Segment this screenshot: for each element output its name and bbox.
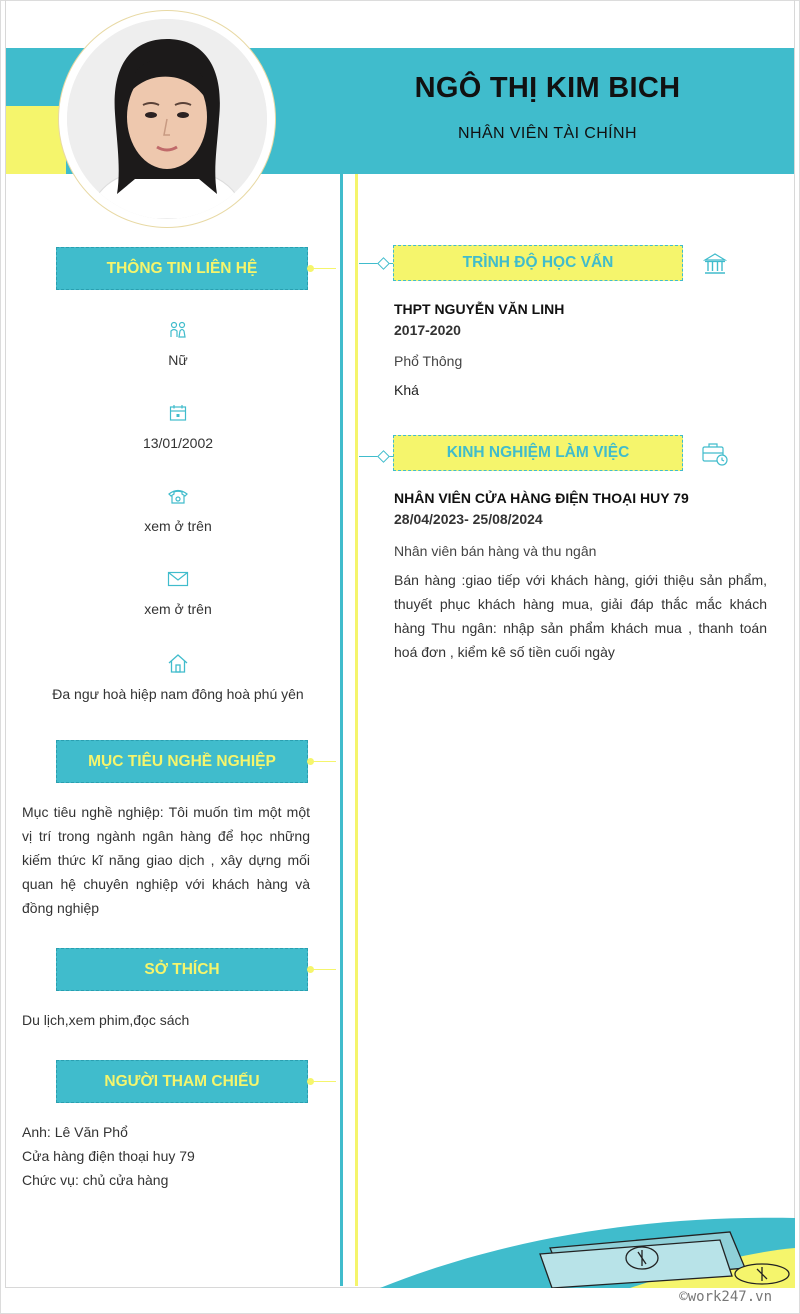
gender-icon bbox=[168, 320, 188, 340]
email-text: xem ở trên bbox=[144, 601, 212, 617]
calendar-icon bbox=[168, 403, 188, 423]
experience-role: Nhân viên bán hàng và thu ngân bbox=[394, 543, 597, 559]
hobbies-text: Du lịch,xem phim,đọc sách bbox=[22, 1012, 190, 1028]
education-school: THPT NGUYỄN VĂN LINH bbox=[394, 301, 565, 317]
email-icon bbox=[167, 569, 189, 589]
objective-text: Mục tiêu nghề nghiệp: Tôi muốn tìm một một vị trí trong ngành ngân hàng để học những kiếm thức kĩ năng giao dịch , xây dựng mối quan hệ chuyên nghiệp với khách hàng và đồng nghiệp bbox=[22, 804, 310, 916]
education-section-heading: TRÌNH ĐỘ HỌC VẤN bbox=[393, 245, 683, 281]
timeline-connector bbox=[359, 263, 393, 264]
contact-section-heading: THÔNG TIN LIÊN HỆ bbox=[56, 247, 308, 290]
education-grade: Khá bbox=[394, 382, 419, 398]
address-text: Đa ngư hoà hiệp nam đông hoà phú yên bbox=[52, 686, 304, 702]
contact-email bbox=[20, 569, 336, 617]
education-years: 2017-2020 bbox=[394, 322, 461, 338]
timeline-connector bbox=[359, 456, 393, 457]
contact-address bbox=[20, 652, 336, 702]
heading-connector bbox=[308, 1081, 336, 1082]
contact-gender bbox=[20, 320, 336, 368]
money-art bbox=[380, 1210, 795, 1288]
briefcase-icon bbox=[701, 441, 728, 467]
experience-company: NHÂN VIÊN CỬA HÀNG ĐIỆN THOẠI HUY 79 bbox=[394, 490, 689, 506]
bank-icon bbox=[703, 252, 727, 276]
job-title: NHÂN VIÊN TÀI CHÍNH bbox=[458, 125, 637, 142]
heading-connector bbox=[308, 761, 336, 762]
heading-connector bbox=[308, 969, 336, 970]
experience-description: Bán hàng :giao tiếp với khách hàng, giới thiệu sản phẩm, thuyết phục khách hàng mua, giải đáp thắc mắc khách hàng Thu ngân: nhập sản phẩm khách mua , thanh toán hoá đơn , kiểm kê số tiền cuối ngày bbox=[394, 572, 767, 660]
reference-line: Chức vụ: chủ cửa hàng bbox=[22, 1172, 169, 1188]
money-illustration bbox=[380, 1210, 795, 1288]
references-section-heading: NGƯỜI THAM CHIẾU bbox=[56, 1060, 308, 1103]
experience-dates: 28/04/2023- 25/08/2024 bbox=[394, 511, 543, 527]
timeline-line-blue bbox=[340, 174, 343, 1286]
profile-photo bbox=[67, 19, 267, 219]
contact-phone bbox=[20, 486, 336, 534]
hobbies-section-heading: SỞ THÍCH bbox=[56, 948, 308, 991]
contact-birthdate bbox=[20, 403, 336, 451]
reference-line: Anh: Lê Văn Phổ bbox=[22, 1124, 128, 1140]
phone-icon bbox=[167, 486, 189, 506]
gender-text: Nữ bbox=[168, 352, 188, 368]
references-list bbox=[22, 1120, 322, 1192]
phone-text: xem ở trên bbox=[144, 518, 212, 534]
header-accent bbox=[6, 106, 66, 174]
portrait-illustration bbox=[67, 19, 267, 219]
objective-section-heading: MỤC TIÊU NGHỀ NGHIỆP bbox=[56, 740, 308, 783]
timeline-line-yellow bbox=[355, 174, 358, 1286]
candidate-name: NGÔ THỊ KIM BICH bbox=[414, 72, 681, 104]
home-icon bbox=[167, 652, 189, 674]
birthdate-text: 13/01/2002 bbox=[142, 435, 214, 451]
reference-line: Cửa hàng điện thoại huy 79 bbox=[22, 1148, 195, 1164]
experience-section-heading: KINH NGHIỆM LÀM VIỆC bbox=[393, 435, 683, 471]
watermark: ©work247.vn bbox=[679, 1289, 772, 1305]
education-type: Phổ Thông bbox=[394, 353, 463, 369]
heading-connector bbox=[308, 268, 336, 269]
avatar bbox=[58, 10, 276, 228]
